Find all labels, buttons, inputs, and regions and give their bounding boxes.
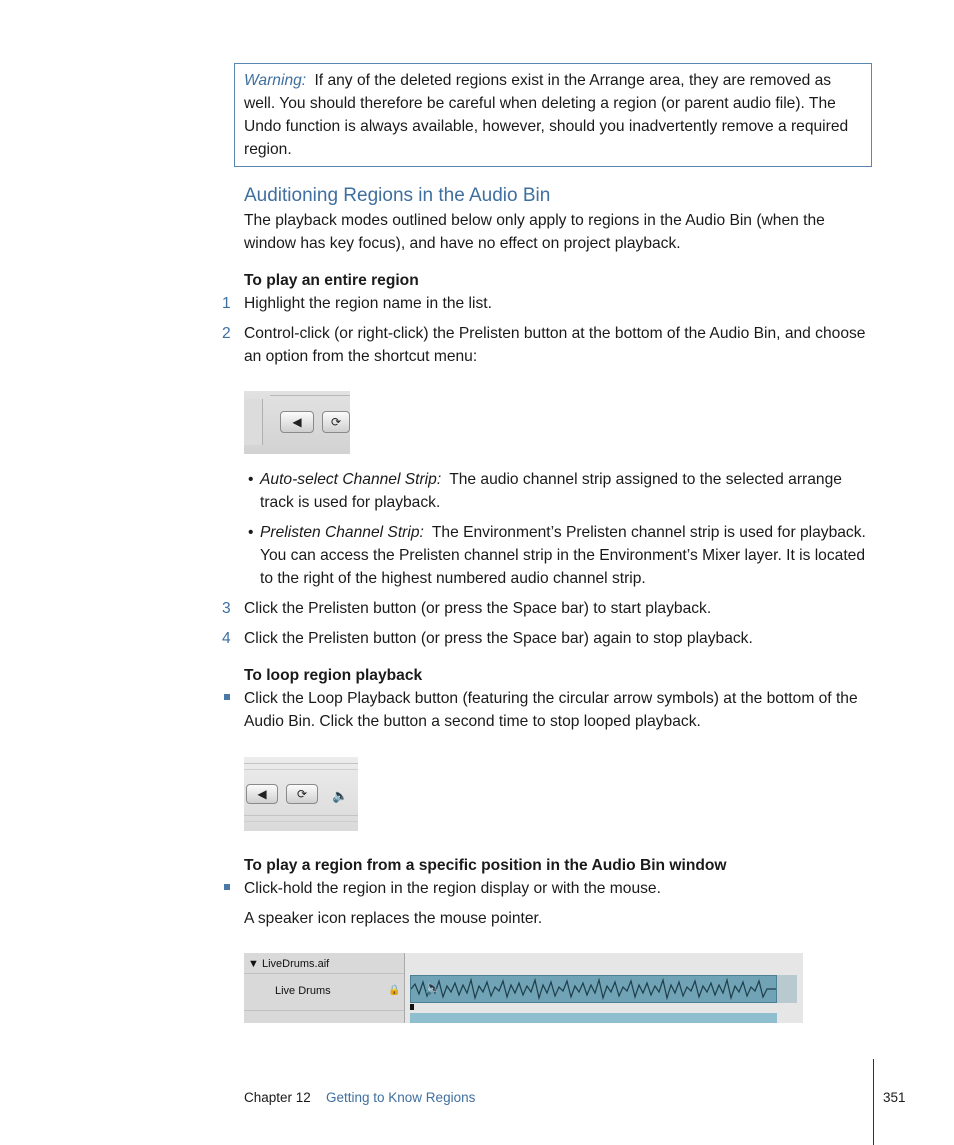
- speaker-icon: ◀: [280, 411, 314, 433]
- page-number: 351: [883, 1090, 906, 1105]
- audio-bin-screenshot: [244, 953, 803, 1023]
- footer-chapter-title: Getting to Know Regions: [326, 1090, 476, 1105]
- step-number: 1: [222, 295, 231, 312]
- step-number: 3: [222, 600, 231, 617]
- step-number: 4: [222, 630, 231, 647]
- lock-icon: 🔒: [388, 985, 401, 996]
- step-text: Highlight the region name in the list.: [244, 295, 492, 312]
- task-heading: To loop region playback: [244, 667, 423, 684]
- bullet-square: [224, 884, 230, 890]
- warning-box: [234, 63, 872, 167]
- footer-divider: [873, 1059, 874, 1145]
- speaker-icon: ◀: [246, 784, 278, 804]
- step-number: 2: [222, 325, 231, 342]
- file-row: [248, 957, 329, 971]
- disclosure-triangle-icon: ▼: [248, 958, 259, 970]
- step-text: Click the Prelisten button (or press the Space bar) to start playback.: [244, 600, 712, 617]
- speaker-pointer-icon: 🔈: [425, 980, 442, 995]
- waveform: [411, 976, 776, 1002]
- footer-chapter: Chapter 12: [244, 1090, 311, 1105]
- loop-button-screenshot: [244, 757, 358, 831]
- file-name: LiveDrums.aif: [261, 958, 330, 970]
- task-heading: To play a region from a specific position in the Audio Bin window: [244, 857, 727, 874]
- region-name: Live Drums: [275, 985, 331, 997]
- bullet-square: [224, 694, 230, 700]
- section-intro: The playback modes outlined below only apply to regions in the Audio Bin (when the window has key focus), and have no effect on project playback.: [244, 212, 825, 252]
- loop-icon: ⟳: [286, 784, 318, 804]
- audio-region[interactable]: [410, 975, 777, 1003]
- loop-icon: ⟳: [322, 411, 350, 433]
- option-label: Auto-select Channel Strip:: [260, 471, 442, 488]
- bullet-dot: •: [248, 524, 254, 541]
- option-text: The audio channel strip assigned to the selected arrange track is used for playback.: [260, 471, 842, 511]
- option-item: [260, 521, 876, 590]
- warning-text: If any of the deleted regions exist in the Arrange area, they are removed as well. You should therefore be careful when deleting a region (or parent audio file). The Undo function is always available, however, should you inadvertently remove a required region.: [244, 72, 849, 158]
- note-text: A speaker icon replaces the mouse pointer.: [244, 910, 543, 927]
- bullet-dot: •: [248, 471, 254, 488]
- option-text: The Environment’s Prelisten channel strip is used for playback. You can access the Prelisten channel strip in the Environment’s Mixer layer. It is located to the right of the highest numbered audio channel strip.: [260, 524, 866, 587]
- step-text: Control-click (or right-click) the Prelisten button at the bottom of the Audio Bin, and choose an option from the shortcut menu:: [244, 325, 866, 365]
- option-label: Prelisten Channel Strip:: [260, 524, 424, 541]
- option-item: [260, 468, 876, 514]
- step-text: Click the Prelisten button (or press the Space bar) again to stop playback.: [244, 630, 753, 647]
- warning-label: Warning:: [244, 72, 307, 89]
- prelisten-button-screenshot: [244, 391, 350, 454]
- step-text: Click-hold the region in the region display or with the mouse.: [244, 880, 661, 897]
- section-title: Auditioning Regions in the Audio Bin: [244, 185, 551, 206]
- volume-icon: 🔈: [332, 788, 349, 803]
- position-marker: [410, 1004, 414, 1010]
- task-heading: To play an entire region: [244, 272, 419, 289]
- step-text: Click the Loop Playback button (featuring the circular arrow symbols) at the bottom of the Audio Bin. Click the button a second time to stop looped playback.: [244, 690, 858, 730]
